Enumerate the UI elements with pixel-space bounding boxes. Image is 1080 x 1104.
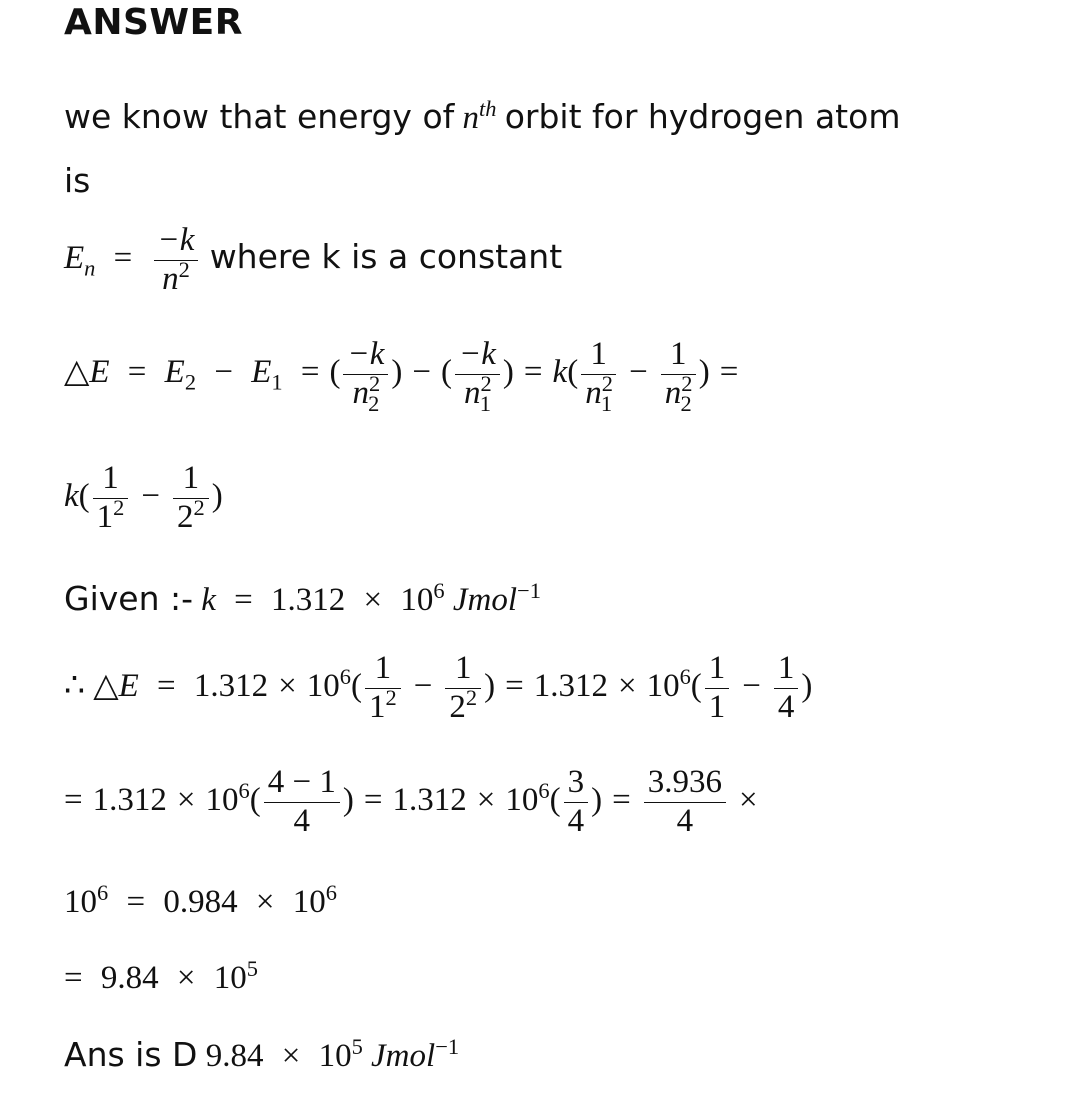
- answer-label: Ans is D: [64, 1035, 198, 1074]
- intro-continuation: is: [64, 161, 91, 200]
- calculation-step-1: ∴ △E = $1.312 \times 10^6$( $\frac{1}{1^2}$ − $\frac{1}{2^2}$ ) = $1.312 \times 10^6$( $\frac{1}{1}$ − $\frac{1}{4}$ ): [64, 650, 813, 725]
- given-label: Given :-: [64, 579, 194, 618]
- delta-energy-formula: △E = $E_2 - E_1$ = ( $\frac{-k}{n^2_2}$ ) − ( $\frac{-k}{n^2_1}$ ) = k( $\frac{1}{n^2_1}$ − $\frac{1}{n^2_2}$ ) =: [64, 336, 739, 416]
- calculation-step-2: = $1.312 \times 10^6$( $\frac{4 - 1}{4}$ ) = $1.312 \times 10^6$( $\frac{3}{4}$ ) = $\frac{3.936}{4}$ ×: [64, 764, 758, 839]
- intro-line: [64, 96, 901, 136]
- energy-formula: $E_n$ = $\frac{-k}{n^2}$ where k is a constant: [64, 222, 563, 297]
- delta-energy-continuation: k( $\frac{1}{1^2}$ − $\frac{1}{2^2}$ ): [64, 460, 223, 535]
- final-answer: Ans is D $9.84 \times 10^5$ Jmol$^{-1}$: [64, 1034, 460, 1074]
- calculation-step-3: $10^6 = 0.984 \times 10^6$: [64, 880, 337, 920]
- constant-note: where k is a constant: [209, 237, 563, 277]
- intro-text: we know that energy of: [64, 97, 455, 136]
- calculation-step-4: = $9.84 \times 10^5$: [64, 956, 258, 996]
- intro-text-after: orbit for hydrogen atom: [504, 97, 901, 136]
- answer-heading: ANSWER: [64, 2, 243, 43]
- n-variable: $n^{th}$: [462, 96, 497, 136]
- given-line: Given :- $k = 1.312 \times 10^6$ Jmol$^{-1}$: [64, 578, 541, 618]
